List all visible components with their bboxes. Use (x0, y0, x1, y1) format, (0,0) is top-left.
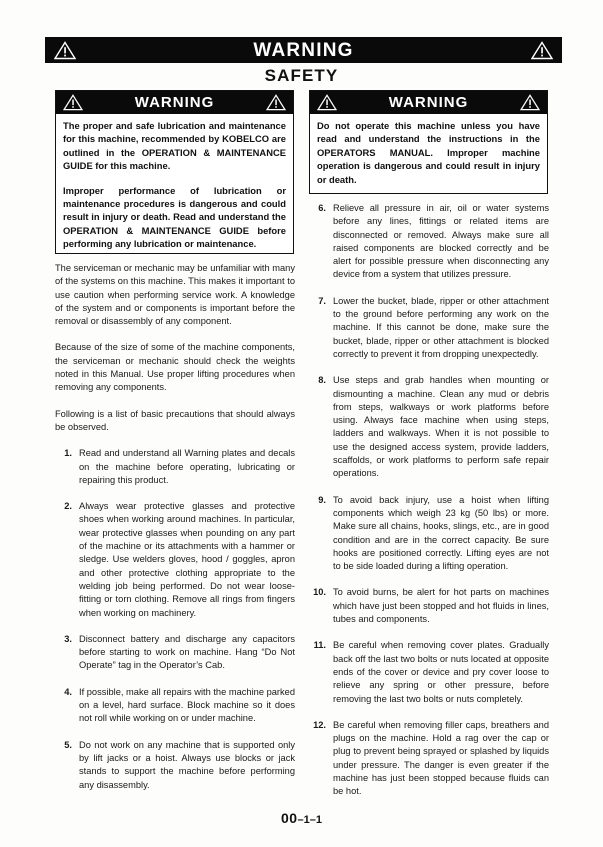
list-item (309, 494, 549, 574)
list-item-number: 4. (64, 686, 72, 697)
list-item-number: 12. (313, 719, 326, 730)
warning-paragraph: Improper performance of lubrication or maintenance procedures is dangerous and could result in injury or death. Read and understand the OPERATION & MAINTENANCE GUIDE before performing any lubrication or maintenance. (63, 184, 286, 250)
list-item (55, 739, 295, 792)
banner-title: WARNING (253, 39, 354, 61)
list-item-number: 8. (318, 375, 326, 386)
warning-box-operation (309, 90, 548, 194)
page-number (0, 810, 603, 826)
warning-triangle-icon (531, 41, 553, 60)
list-item-number: 7. (318, 295, 326, 306)
page-warning-banner (45, 37, 562, 63)
left-text-column (55, 262, 295, 792)
list-item (309, 586, 549, 626)
warning-box-body (310, 114, 547, 190)
list-item-number: 9. (318, 494, 326, 505)
list-item (309, 295, 549, 361)
list-item-text: Do not work on any machine that is supported only by lift jacks or a hoist. Always use blocks or jack stands to support the machine before performing any disassembly. (79, 739, 295, 790)
list-item (55, 633, 295, 673)
list-item-text: Lower the bucket, blade, ripper or other attachment to the ground before performing any work on the machine. If this cannot be done, make sure the bucket, blade, ripper or other attachment is blocked correctly to prevent it from dropping unexpectedly. (333, 295, 549, 359)
warning-box-header (56, 91, 293, 114)
list-item-text: Read and understand all Warning plates and decals on the machine before operating, lubricating or repairing this product. (79, 448, 295, 485)
list-item-number: 2. (64, 501, 72, 512)
warning-paragraph: The proper and safe lubrication and maintenance for this machine, recommended by KOBELCO are outlined in the OPERATION & MAINTENANCE GUIDE for this machine. (63, 120, 286, 172)
page-number-suffix: –1–1 (297, 814, 323, 826)
warning-triangle-icon (63, 94, 83, 111)
page-title: SAFETY (264, 66, 339, 85)
list-item-text: Disconnect battery and discharge any capacitors before starting to work on machine. Hang “Do Not Operate” tag in the Operator’s Cab. (79, 633, 295, 671)
list-item-number: 11. (313, 640, 326, 651)
warning-triangle-icon (54, 41, 76, 60)
warning-box-maintenance (55, 90, 294, 254)
list-item-text: Use steps and grab handles when mounting or dismounting a machine. Clean any mud or debris from steps, walkways or work platforms before using. Always face machine when using steps, ladders and walkways. When it is not possible to use the designed access system, provide ladders, scaffolds, or work platforms to perform safe repair operations. (333, 375, 549, 479)
list-item-number: 10. (313, 587, 326, 598)
list-item-text: To avoid burns, be alert for hot parts on machines which have just been stopped and hot fluids in lines, tubes and components. (333, 587, 549, 625)
list-item (309, 639, 549, 705)
list-item-number: 5. (64, 739, 72, 750)
warning-triangle-icon (520, 94, 540, 111)
list-item-number: 3. (64, 633, 72, 644)
list-item-text: Always wear protective glasses and protective shoes when working around machines. In particular, wear protective glasses when pounding on any part of the machine or its attachments with a hammer or sledge. Use welders gloves, hood / goggles, apron and other protective clothing appropriate to the welding job being performed. Do not wear loose-fitting or torn clothing. Remove all rings from fingers when working on machinery. (79, 501, 295, 618)
warning-box-title: WARNING (388, 94, 469, 111)
list-item (55, 686, 295, 726)
warning-box-header (310, 91, 547, 114)
right-text-column (309, 202, 549, 799)
body-paragraph: The serviceman or mechanic may be unfamiliar with many of the systems on this machine. This makes it important to use caution when performing service work. A knowledge of the system and or components is important before the removal or disassembly of any component. (55, 263, 295, 327)
warning-box-title: WARNING (134, 94, 215, 111)
list-item (55, 447, 295, 487)
list-item-text: Be careful when removing filler caps, breathers and plugs on the machine. Hold a rag over the cap or plug to prevent being sprayed or splashed by liquids under pressure. The danger is even greater if the machine has just been stopped because fluids can be hot. (333, 719, 549, 797)
list-item (309, 719, 549, 799)
list-item-number: 6. (318, 203, 326, 213)
list-item (309, 374, 549, 480)
list-item-text: Relieve all pressure in air, oil or water systems before any lines, fittings or related items are disconnected or removed. Always make sure all raised components are blocked correctly and be alert for possible pressure when disconnecting any device from a system that utilizes pressure. (333, 203, 549, 280)
warning-paragraph: Do not operate this machine unless you have read and understand the instructions in the OPERATORS MANUAL. Improper machine operation is dangerous and could result in injury or death. (317, 120, 540, 185)
body-paragraph: Following is a list of basic precautions that should always be observed. (55, 408, 295, 432)
list-item-number: 1. (64, 448, 72, 459)
list-item-text: Be careful when removing cover plates. Gradually back off the last two bolts or nuts located at opposite ends of the cover or device and pry cover loose to relieve any spring or other pressure, before removing the last two bolts or nuts completely. (333, 640, 549, 704)
warning-triangle-icon (266, 94, 286, 111)
body-paragraph: Because of the size of some of the machine components, the serviceman or mechanic should check the weights noted in this Manual. Use proper lifting procedures when removing any components. (55, 342, 295, 393)
page-number-section: 00 (280, 810, 298, 826)
warning-triangle-icon (317, 94, 337, 111)
list-item-text: To avoid back injury, use a hoist when lifting components which weigh 23 kg (50 lbs) or more. Make sure all chains, hooks, slings, etc., are in good condition and are in the correct capacity. Be sure hooks are positioned correctly. Lifting eyes are not to be side loaded during a lifting operation. (333, 494, 549, 572)
list-item (55, 500, 295, 620)
list-item (309, 202, 549, 282)
warning-box-body (56, 114, 293, 255)
list-item-text: If possible, make all repairs with the machine parked on a level, hard surface. Block machine so it does not roll while working on or under machine. (79, 686, 295, 724)
